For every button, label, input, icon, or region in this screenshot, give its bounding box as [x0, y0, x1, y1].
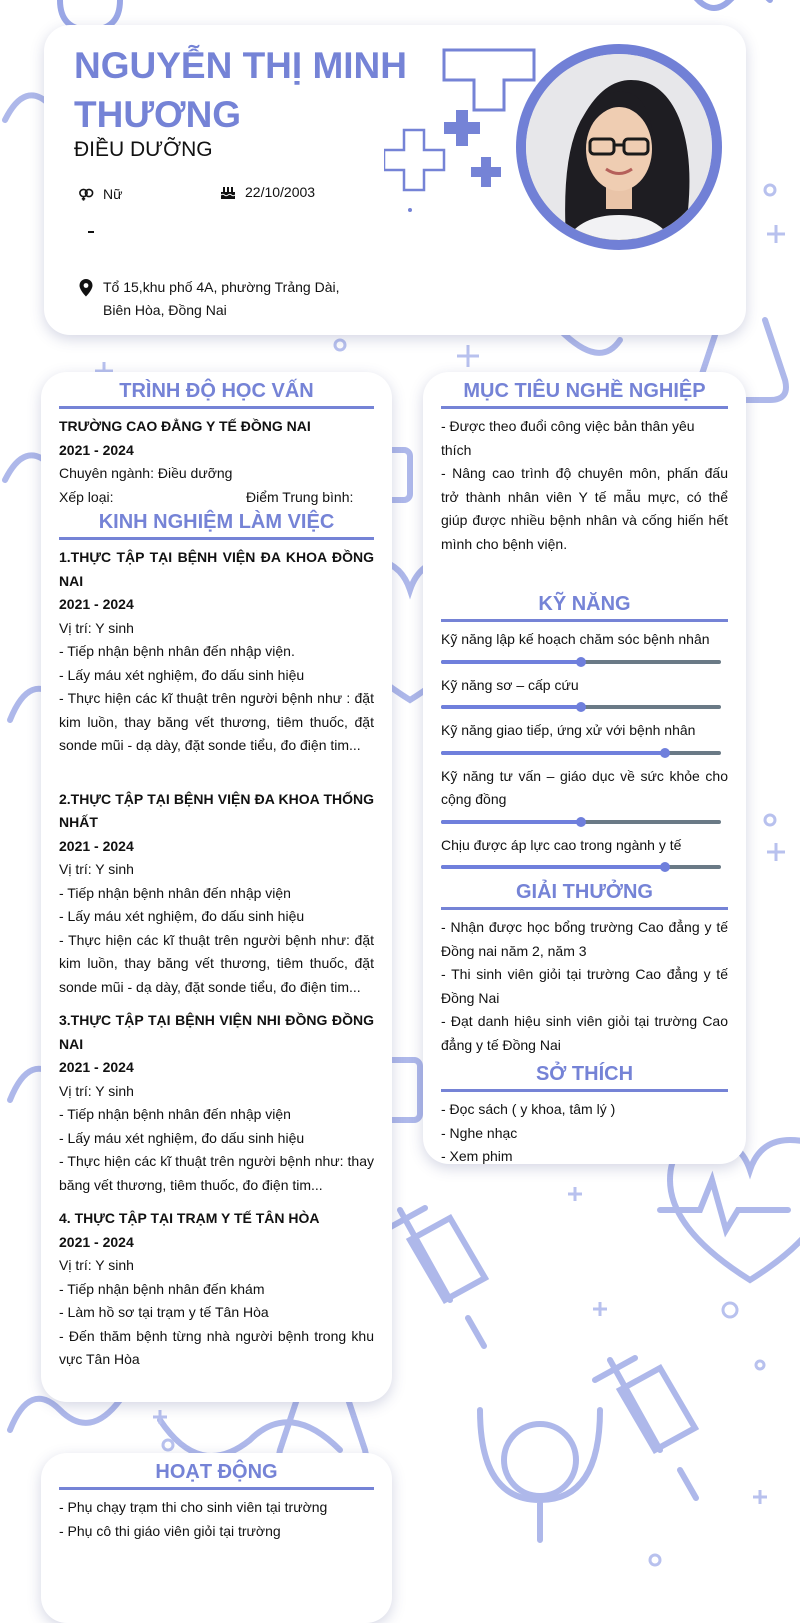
hobby-line: - Nghe nhạc: [441, 1124, 518, 1141]
experience-task: - Làm hồ sơ tại trạm y tế Tân Hòa: [59, 1304, 269, 1320]
skill-level-knob: [660, 748, 670, 758]
left-column-card: [41, 372, 392, 1402]
ring-dot-icon: [335, 340, 345, 350]
small-plus-icon: [767, 843, 785, 861]
skills-title: KỸ NĂNG: [441, 593, 728, 622]
skill-item: [441, 765, 728, 824]
birthday-value: 22/10/2003: [245, 184, 316, 200]
education-major: Chuyên ngành: Điều dưỡng: [59, 465, 233, 481]
experience-item: [59, 1009, 374, 1197]
skill-label: Kỹ năng tư vấn – giáo dục về sức khỏe cho cộng đồng: [441, 767, 728, 807]
skill-level-bar: [441, 751, 721, 755]
job-title: ĐIỀU DƯỠNG: [74, 138, 213, 161]
ring-dot-icon: [650, 1555, 660, 1565]
birthday-info: [220, 184, 315, 200]
small-plus-icon: [753, 1490, 767, 1504]
experience-task: - Tiếp nhận bệnh nhân đến khám: [59, 1280, 265, 1297]
experience-position: Vị trí: Y sinh: [59, 619, 134, 636]
skill-level-fill: [441, 705, 581, 709]
gender-value: Nữ: [103, 186, 123, 202]
experience-item: [59, 546, 374, 758]
experience-position: Vị trí: Y sinh: [59, 1257, 134, 1273]
skill-item: [441, 674, 728, 710]
experience-task: - Thực hiện các kĩ thuật trên người bệnh như : đặt kim luồn, thay băng vết thương, tiêm thuốc, đặt sonde mũi - dạ dày, đặt sonde tiểu, đo điện tim...: [59, 690, 374, 753]
hobby-line: - Xem phim: [441, 1148, 513, 1164]
experience-years: 2021 - 2024: [59, 1233, 134, 1250]
small-plus-icon: [767, 225, 785, 243]
small-plus-icon: [593, 1302, 607, 1316]
ring-dot-icon: [765, 815, 775, 825]
right-column-card: [423, 372, 746, 1164]
objective-line: - Được theo đuổi công việc bản thân yêu thích: [441, 418, 695, 458]
skill-level-fill: [441, 865, 665, 869]
profile-header-card: [44, 25, 746, 335]
experience-task: - Lấy máu xét nghiệm, đo dấu sinh hiệu: [59, 908, 305, 924]
experience-task: - Tiếp nhận bệnh nhân đến nhập viện.: [59, 643, 295, 659]
experience-place: 2.THỰC TẬP TẠI BỆNH VIỆN ĐA KHOA THỐNG NHẤT: [59, 790, 374, 830]
experience-position: Vị trí: Y sinh: [59, 861, 134, 877]
decor-dot: [408, 208, 412, 212]
skill-level-knob: [660, 862, 670, 872]
avatar: [526, 54, 712, 240]
experience-task: - Tiếp nhận bệnh nhân đến nhập viện: [59, 884, 291, 901]
candidate-name: NGUYỄN THỊ MINH THƯƠNG: [74, 45, 407, 135]
avatar-frame: [516, 44, 722, 250]
experience-task: - Lấy máu xét nghiệm, đo dấu sinh hiệu: [59, 666, 305, 683]
skill-level-knob: [576, 817, 586, 827]
experience-place: 3.THỰC TẬP TẠI BỆNH VIỆN NHI ĐỒNG ĐỒNG NAI: [59, 1012, 374, 1052]
medical-cross-icon: [471, 157, 501, 187]
skill-level-knob: [576, 702, 586, 712]
skill-label: Kỹ năng lập kế hoạch chăm sóc bệnh nhân: [441, 631, 710, 647]
birthday-cake-icon: [220, 184, 236, 200]
medical-cross-icon: [444, 50, 534, 110]
stethoscope-icon: [10, 1399, 120, 1430]
gender-icon: [78, 186, 94, 202]
gpa-label: Điểm Trung bình:: [246, 488, 354, 505]
location-pin-icon: [78, 278, 94, 298]
hobbies-title: SỞ THÍCH: [441, 1063, 728, 1092]
awards-title: GIẢI THƯỞNG: [441, 881, 728, 910]
experience-task: - Đến thăm bệnh từng nhà người bệnh trong khu vực Tân Hòa: [59, 1327, 374, 1367]
experience-task: - Thực hiện các kĩ thuật trên người bệnh như: thay băng vết thương, tiêm thuốc, đo điện tim...: [59, 1153, 374, 1193]
skill-level-bar: [441, 660, 721, 664]
skill-level-bar: [441, 820, 721, 824]
school-name: TRƯỜNG CAO ĐẲNG Y TẾ ĐỒNG NAI: [59, 418, 311, 434]
skill-level-knob: [576, 657, 586, 667]
experience-item: [59, 788, 374, 1000]
award-line: - Thi sinh viên giỏi tại trường Cao đẳng y tế Đồng Nai: [441, 966, 728, 1006]
experience-place: 4. THỰC TẬP TẠI TRẠM Y TẾ TÂN HÒA: [59, 1210, 320, 1226]
experience-task: - Tiếp nhận bệnh nhân đến nhập viện: [59, 1106, 291, 1122]
skill-level-fill: [441, 751, 665, 755]
skill-item: [441, 834, 728, 870]
education-years: 2021 - 2024: [59, 441, 134, 458]
skill-label: Kỹ năng sơ – cấp cứu: [441, 676, 579, 693]
small-plus-icon: [568, 1187, 582, 1201]
experience-years: 2021 - 2024: [59, 1059, 134, 1075]
experience-years: 2021 - 2024: [59, 837, 134, 854]
small-plus-icon: [457, 345, 479, 367]
experience-task: - Thực hiện các kĩ thuật trên người bệnh như: đặt kim luồn, thay băng vết thương, tiêm thuốc, đặt sonde mũi - dạ dày, đặt sonde tiểu, đo điện tim...: [59, 931, 374, 995]
experience-place: 1.THỰC TẬP TẠI BỆNH VIỆN ĐA KHOA ĐỒNG NAI: [59, 549, 374, 589]
experience-item: [59, 1207, 374, 1372]
skill-level-bar: [441, 865, 721, 869]
skill-level-bar: [441, 705, 721, 709]
skill-item: [441, 719, 728, 755]
header-divider-mark: [88, 231, 94, 233]
activities-title: HOẠT ĐỘNG: [59, 1461, 374, 1490]
ring-dot-icon: [723, 1303, 737, 1317]
hobby-line: - Đọc sách ( y khoa, tâm lý ): [441, 1101, 616, 1117]
skill-level-fill: [441, 820, 581, 824]
syringe-icon: [595, 1358, 696, 1498]
activities-card: [41, 1453, 392, 1623]
activity-line: - Phụ chạy trạm thi cho sinh viên tại trường: [59, 1499, 328, 1515]
heartbeat-line-icon: [660, 1180, 788, 1230]
skill-label: Chịu được áp lực cao trong ngành y tế: [441, 836, 682, 853]
experience-title: KINH NGHIỆM LÀM VIỆC: [59, 511, 374, 540]
syringe-icon: [385, 1208, 485, 1346]
ring-dot-icon: [163, 1440, 173, 1450]
stethoscope-icon: [480, 1410, 600, 1540]
rank-label: Xếp loại:: [59, 488, 114, 505]
skill-item: [441, 628, 728, 664]
experience-task: - Lấy máu xét nghiệm, đo dấu sinh hiệu: [59, 1129, 305, 1146]
ring-dot-icon: [765, 185, 775, 195]
medical-cross-icon: [384, 130, 444, 190]
award-line: - Nhận được học bổng trường Cao đẳng y tế Đồng nai năm 2, năm 3: [441, 919, 728, 959]
education-title: TRÌNH ĐỘ HỌC VẤN: [59, 380, 374, 409]
activity-line: - Phụ cô thi giáo viên giỏi tại trường: [59, 1522, 281, 1539]
experience-position: Vị trí: Y sinh: [59, 1082, 134, 1099]
address-value: Tổ 15,khu phố 4A, phường Trảng Dài, Biên Hòa, Đồng Nai: [103, 279, 340, 318]
objective-line: - Nâng cao trình độ chuyên môn, phấn đấu trở thành nhân viên Y tế mẫu mực, có thể giúp được nhiều bệnh nhân và cống hiến hết mình cho bệnh viện.: [441, 465, 728, 552]
objective-title: MỤC TIÊU NGHỀ NGHIỆP: [441, 380, 728, 409]
gender-info: [78, 186, 122, 202]
skill-level-fill: [441, 660, 581, 664]
avatar-photo-icon: [526, 54, 712, 240]
award-line: - Đạt danh hiệu sinh viên giỏi tại trường Cao đẳng y tế Đồng Nai: [441, 1013, 728, 1053]
address-info: [78, 276, 368, 322]
stethoscope-icon: [160, 1420, 340, 1456]
stethoscope-icon: [504, 1424, 576, 1496]
heart-icon: [690, 0, 770, 8]
experience-years: 2021 - 2024: [59, 596, 134, 612]
education-grades: [59, 486, 374, 510]
medical-cross-icon: [444, 110, 480, 146]
skill-label: Kỹ năng giao tiếp, ứng xử với bệnh nhân: [441, 722, 696, 738]
ring-dot-icon: [756, 1361, 764, 1369]
